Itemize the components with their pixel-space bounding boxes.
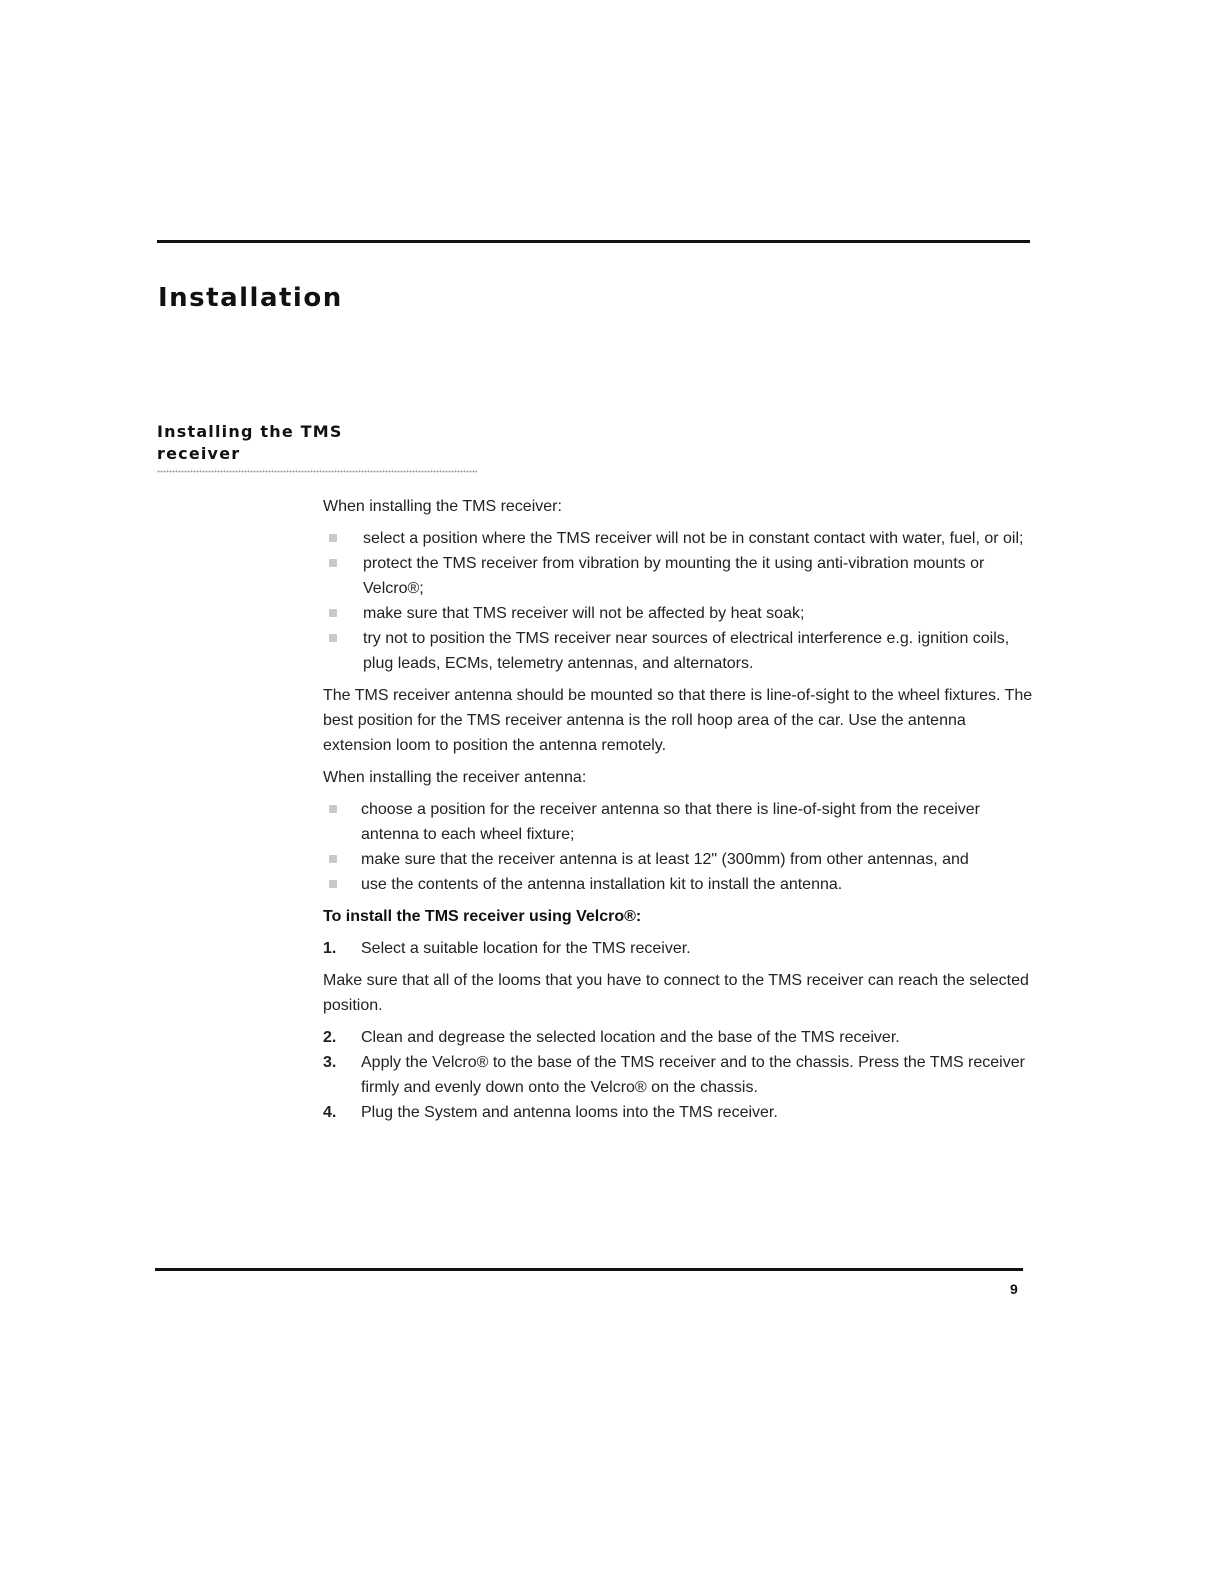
- section-title: Installing the TMS receiver: [157, 422, 343, 463]
- list-item-text: make sure that the receiver antenna is at least 12" (300mm) from other antennas, and: [361, 851, 969, 868]
- step-number: 1.: [323, 940, 337, 957]
- step-item: [323, 1100, 1033, 1125]
- list-item-text: protect the TMS receiver from vibration by mounting the it using anti-vibration mounts or Velcro®;: [363, 555, 985, 597]
- step-text: Plug the System and antenna looms into the TMS receiver.: [361, 1104, 778, 1121]
- step-number: 2.: [323, 1029, 337, 1046]
- bullet-icon: [329, 634, 337, 642]
- list-item: [323, 601, 1033, 626]
- bullet-icon: [329, 559, 337, 567]
- antenna-intro-text: When installing the receiver antenna:: [323, 769, 587, 786]
- bullet-icon: [329, 805, 337, 813]
- procedure-step-1: [323, 936, 1033, 961]
- list-item: [323, 847, 1033, 872]
- step-text: Select a suitable location for the TMS receiver.: [361, 940, 691, 957]
- receiver-bullet-list: [323, 526, 1033, 676]
- procedure-note: Make sure that all of the looms that you have to connect to the TMS receiver can reach the selected position.: [323, 972, 1029, 1014]
- bullet-icon: [329, 609, 337, 617]
- step-item: [323, 1025, 1033, 1050]
- step-item: [323, 936, 1033, 961]
- page-number: 9: [1010, 1281, 1018, 1297]
- list-item: [323, 872, 1033, 897]
- list-item: [323, 551, 1033, 601]
- page-title: Installation: [158, 283, 343, 313]
- list-item: [323, 797, 1033, 847]
- bullet-icon: [329, 880, 337, 888]
- list-item: [323, 626, 1033, 676]
- procedure-steps: [323, 1025, 1033, 1125]
- bullet-icon: [329, 534, 337, 542]
- list-item: [323, 526, 1033, 551]
- list-item-text: select a position where the TMS receiver will not be in constant contact with water, fuel, or oil;: [363, 530, 1024, 547]
- body-column: [323, 494, 1033, 1132]
- step-text: Apply the Velcro® to the base of the TMS receiver and to the chassis. Press the TMS receiver firmly and evenly down onto the Velcro® on the chassis.: [361, 1054, 1025, 1096]
- antenna-paragraph: The TMS receiver antenna should be mounted so that there is line-of-sight to the wheel fixtures. The best position for the TMS receiver antenna is the roll hoop area of the car. Use the antenna extension loom to position the antenna remotely.: [323, 687, 1033, 754]
- list-item-text: use the contents of the antenna installation kit to install the antenna.: [361, 876, 843, 893]
- step-text: Clean and degrease the selected location and the base of the TMS receiver.: [361, 1029, 900, 1046]
- step-number: 3.: [323, 1054, 337, 1071]
- step-item: [323, 1050, 1033, 1100]
- intro-text: When installing the TMS receiver:: [323, 498, 562, 515]
- list-item-text: choose a position for the receiver antenna so that there is line-of-sight from the receiver antenna to each wheel fixture;: [361, 801, 980, 843]
- top-rule: [157, 240, 1030, 243]
- step-number: 4.: [323, 1104, 337, 1121]
- list-item-text: try not to position the TMS receiver near sources of electrical interference e.g. ignition coils, plug leads, ECMs, telemetry antennas, and alternators.: [363, 630, 1010, 672]
- section-divider: [157, 470, 477, 473]
- list-item-text: make sure that TMS receiver will not be affected by heat soak;: [363, 605, 805, 622]
- bullet-icon: [329, 855, 337, 863]
- procedure-title: To install the TMS receiver using Velcro®:: [323, 908, 642, 925]
- antenna-bullet-list: [323, 797, 1033, 897]
- bottom-rule: [155, 1268, 1023, 1271]
